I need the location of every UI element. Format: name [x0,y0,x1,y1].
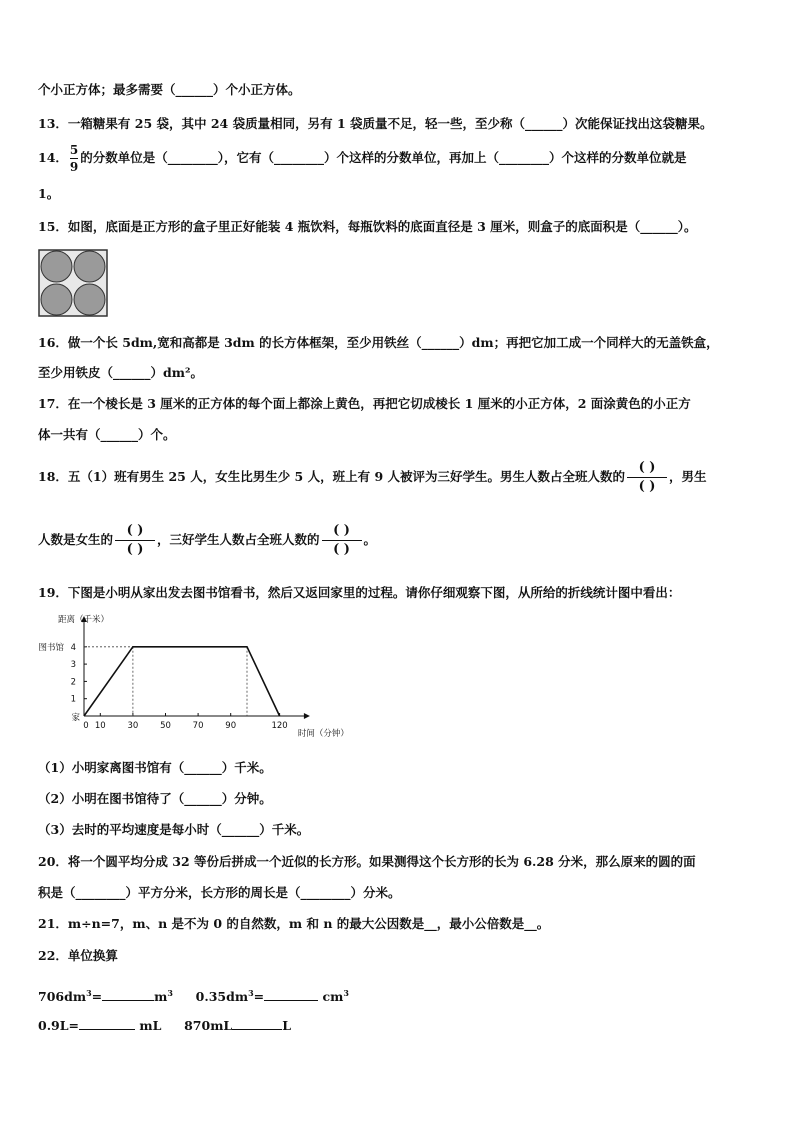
q17-line2: 体一共有（______）个。 [38,427,176,442]
y-axis-label: 距离（千米） [58,615,110,625]
q22-b-left: 0.35dm [195,989,249,1005]
q19-sub2: （2）小明在图书馆待了（______）分钟。 [38,791,272,806]
q22-a-left: 706dm [38,989,87,1005]
q18-part4: ，三好学生人数占全班人数的 [157,532,320,547]
question-14 [38,143,687,174]
q18-part2: ，男生 [669,469,707,484]
box-figure [38,249,110,319]
q16-line2: 至少用铁皮（______）dm²。 [38,365,203,380]
q22-d-left: 870mL [184,1018,233,1033]
y-top-label: 图书馆 [38,642,64,653]
q18-line2 [38,523,376,558]
q20-line2: 积是（________）平方分米，长方形的周长是（________）分米。 [38,885,401,900]
q12-tail: 个小正方体；最多需要（______）个小正方体。 [38,82,301,97]
q14-text: 的分数单位是（________），它有（________）个这样的分数单位，再加上（________）个这样的分数单位就是 [80,150,687,165]
y-tick-label: 1 [70,694,76,705]
q17-line1: 17．在一个棱长是 3 厘米的正方体的每个面上都涂上黄色，再把它切成棱长 1 厘米的小正方体，2 面涂黄色的小正方 [38,396,691,411]
y-start-label: 家 [71,713,80,723]
q22-b-unit: cm [322,989,344,1005]
x-tick-label: 90 [225,721,237,731]
q14-prefix: 14． [38,150,68,165]
x-axis-arrow [304,713,310,719]
q22-row2 [38,1018,291,1034]
q14-line2: 1。 [38,186,60,201]
question-13: 13．一箱糖果有 25 袋，其中 24 袋质量相同，另有 1 袋质量不足，轻一些，至少称（______）次能保证找出这袋糖果。 [38,116,713,131]
x-tick-label: 30 [127,721,139,731]
y-tick-label: 3 [70,660,76,671]
question-19: 19．下图是小明从家出发去图书馆看书，然后又返回家里的过程。请你仔细观察下图，从所给的折线统计图中看出： [38,585,681,600]
q19-sub1: （1）小明家离图书馆有（______）千米。 [38,760,272,775]
q16-line1: 16．做一个长 5dm,宽和高都是 3dm 的长方体框架，至少用铁丝（______）dm；再把它加工成一个同样大的无盖铁盒， [38,335,719,350]
q18-part3: 人数是女生的 [38,532,114,547]
q18-part5: 。 [363,532,377,547]
q18-line1 [38,460,707,495]
q18-part1: 18．五（1）班有男生 25 人，女生比男生少 5 人，班上有 9 人被评为三好学生。男生人数占全班人数的 [38,469,625,484]
q22-a-blank[interactable] [102,1000,154,1001]
q18-fraction-3: $\frac{( )}{( )}$ [322,523,362,558]
q20-line1: 20．将一个圆平均分成 32 等份后拼成一个近似的长方形。如果测得这个长方形的长为 6.28 分米，那么原来的圆的面 [38,854,696,869]
q22-b-blank[interactable] [264,1000,318,1001]
q22-d-blank[interactable] [232,1029,282,1030]
q14-frac-den: 9 [69,160,79,174]
q22-c-left: 0.9L= [38,1018,80,1033]
q14-frac-num: 5 [69,143,79,157]
x-tick-label: 50 [160,721,171,731]
x-tick-label: 120 [271,721,288,731]
distance-time-chart [38,610,349,746]
x-tick-label: 0 [83,721,89,731]
q22-title: 22．单位换算 [38,948,118,963]
q14-fraction [70,143,78,174]
q18-fraction-2: $\frac{( )}{( )}$ [115,523,155,558]
question-15: 15．如图，底面是正方形的盒子里正好能装 4 瓶饮料，每瓶饮料的底面直径是 3 厘米，则盒子的底面积是（______）。 [38,219,697,234]
series-line [84,647,280,716]
question-21: 21．m÷n=7，m、n 是不为 0 的自然数，m 和 n 的最大公因数是__，最小公倍数是__。 [38,916,550,931]
y-tick-label: 4 [70,642,76,653]
x-axis-label: 时间（分钟） [297,729,349,739]
q22-c-blank[interactable] [79,1029,135,1030]
q22-row1: $706dm^3= m^3$ $0.35dm^3= cm^3$ [38,988,349,1005]
q19-sub3: （3）去时的平均速度是每小时（______）千米。 [38,822,310,837]
x-tick-label: 10 [94,721,106,731]
q22-c-unit: mL [139,1018,162,1033]
q22-a-unit: m [154,989,168,1005]
q22-d-unit: L [282,1018,292,1033]
x-tick-label: 70 [192,721,204,731]
q18-fraction-1: $\frac{( )}{( )}$ [627,460,667,495]
y-tick-label: 2 [70,677,76,688]
